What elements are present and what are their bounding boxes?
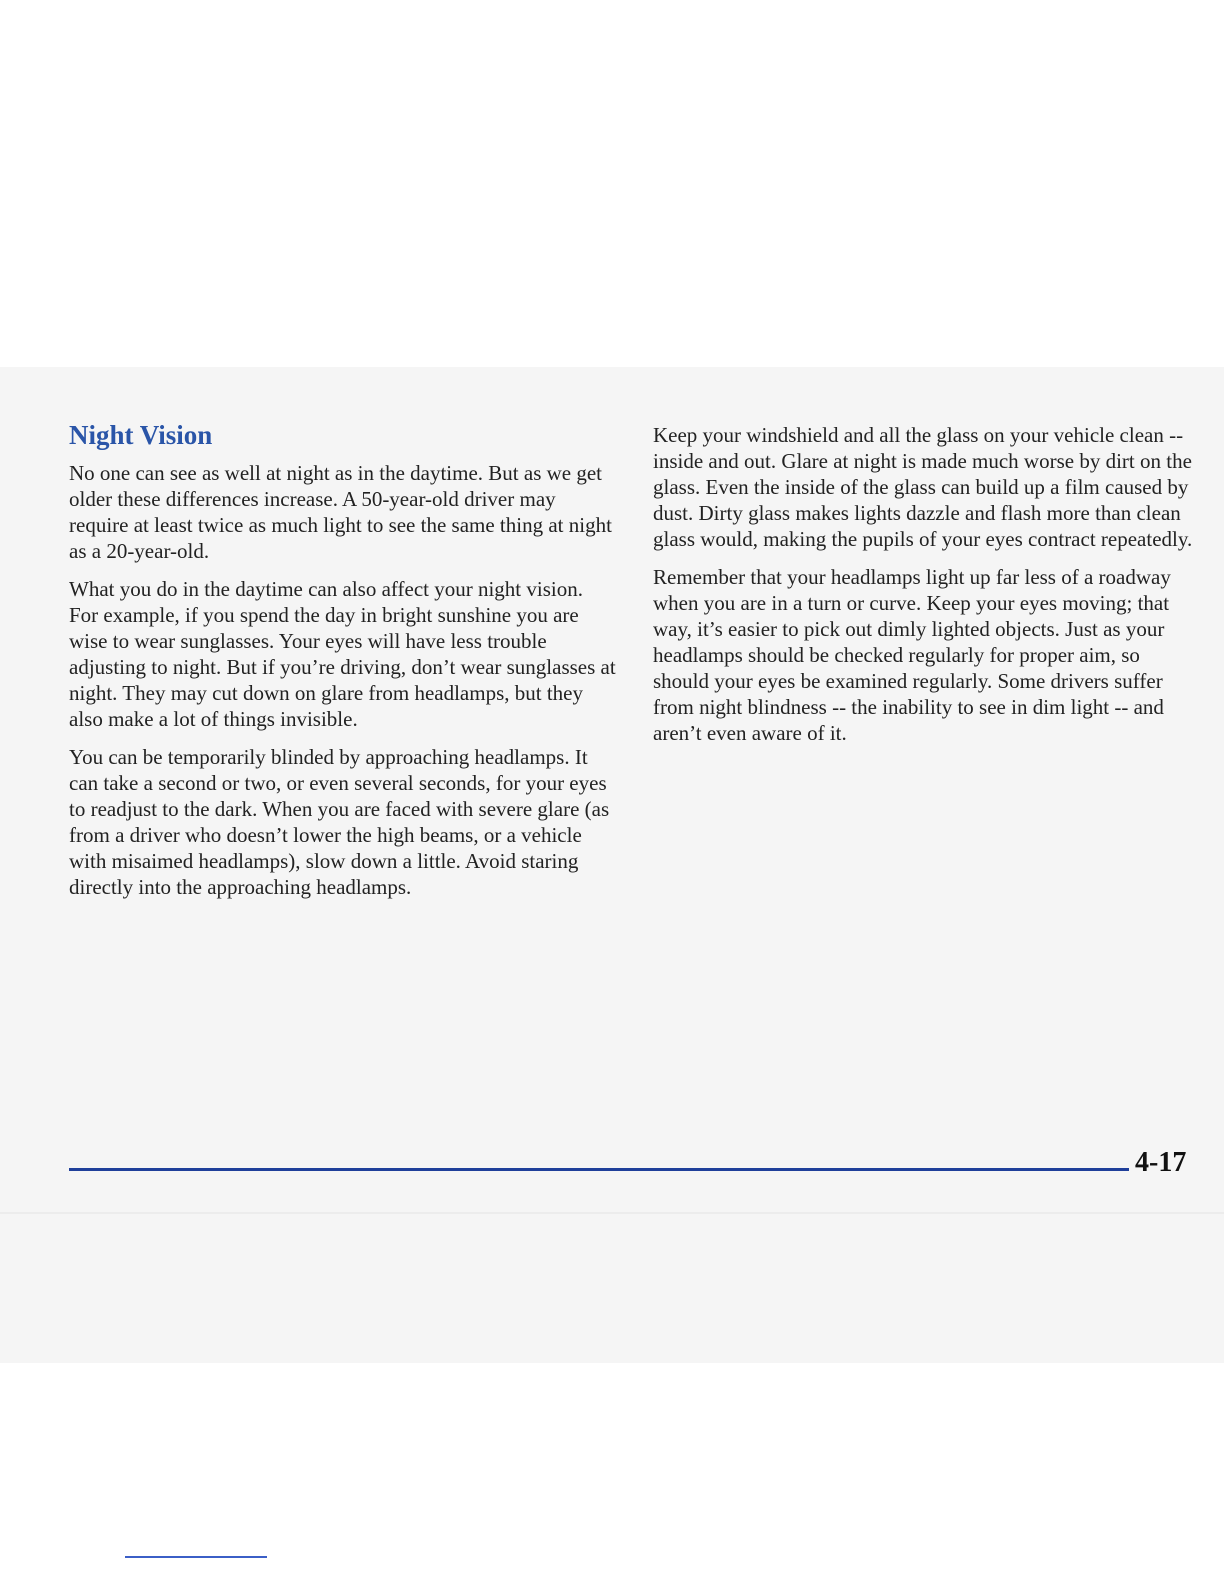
paragraph-4: Keep your windshield and all the glass on your vehicle clean -- inside and out. Glare at night is made much worse by dirt on the glass. Even the inside of the glass can build up a film caused by dust. Dirty glass makes lights dazzle and flash more than clean glass would, making the pupils of your eyes contract repeatedly. xyxy=(653,423,1193,551)
left-column xyxy=(69,418,617,912)
right-column xyxy=(653,422,1201,758)
footer-rule xyxy=(69,1168,1129,1171)
paragraph-2: What you do in the daytime can also affect your night vision. For example, if you spend the day in bright sunshine you are wise to wear sunglasses. Your eyes will have less trouble adjusting to night. But if you’re driving, don’t wear sunglasses at night. They may cut down on glare from headlamps, but they also make a lot of things invisible. xyxy=(69,577,616,731)
paragraph-5: Remember that your headlamps light up far less of a roadway when you are in a turn or curve. Keep your eyes moving; that way, it’s easier to pick out dimly lighted objects. Just as your headlamps should be checked regularly for proper aim, so should your eyes be examined regularly. Some drivers suffer from night blindness -- the inability to see in dim light -- and aren’t even aware of it. xyxy=(653,565,1171,745)
band-divider xyxy=(0,1212,1224,1214)
paragraph-1: No one can see as well at night as in the daytime. But as we get older these differences increase. A 50-year-old driver may require at least twice as much light to see the same thing at night as a 20-year-old. xyxy=(69,461,612,563)
section-heading: Night Vision xyxy=(69,420,213,450)
bottom-link-underline xyxy=(125,1556,267,1558)
page-number: 4-17 xyxy=(1135,1147,1187,1178)
paragraph-3: You can be temporarily blinded by approaching headlamps. It can take a second or two, or even several seconds, for your eyes to readjust to the dark. When you are faced with severe glare (as from a driver who doesn’t lower the high beams, or a vehicle with misaimed headlamps), slow down a little. Avoid staring directly into the approaching headlamps. xyxy=(69,745,610,899)
